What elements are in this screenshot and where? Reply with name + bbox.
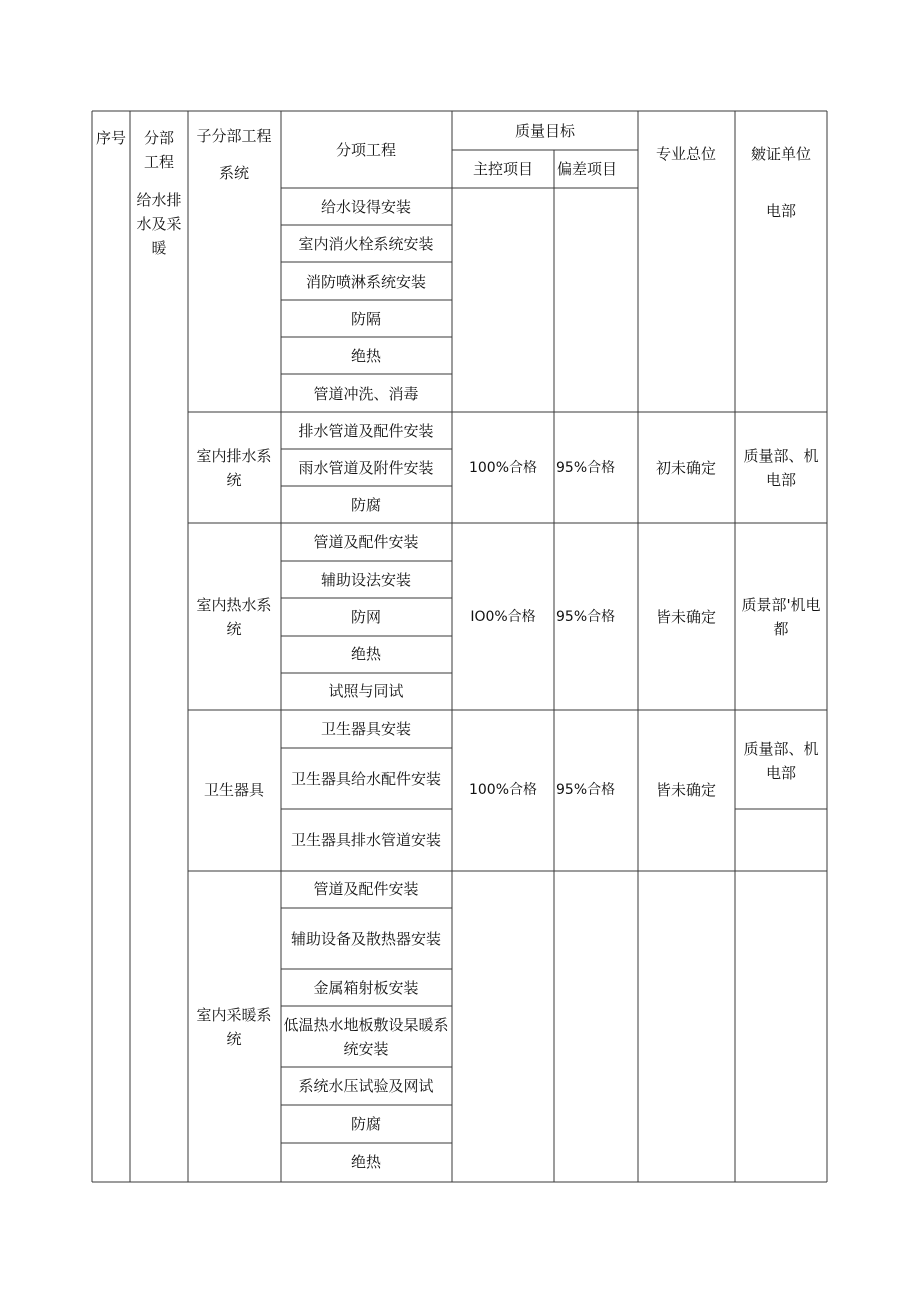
responsible-cell: 初未确定 bbox=[655, 459, 717, 477]
item-cell: 绝热 bbox=[350, 645, 382, 663]
item-cell: 防腐 bbox=[350, 496, 382, 514]
responsible-cell: 皆未确定 bbox=[655, 608, 717, 626]
item-cell: 卫生器具排水管道安装 bbox=[290, 831, 442, 849]
deviation-cell: 95%合格 bbox=[556, 782, 616, 798]
responsible-cell: 皆未确定 bbox=[655, 781, 717, 799]
subdivision-cell: 室内采暖系 统 bbox=[196, 1006, 272, 1048]
item-cell: 雨水管道及附件安装 bbox=[298, 459, 434, 477]
deviation-cell: 95%合格 bbox=[556, 609, 616, 625]
item-cell: 管道冲洗、消毒 bbox=[313, 385, 419, 403]
item-cell: 卫生器具安装 bbox=[320, 720, 412, 738]
item-cell: 低温热水地板敷设杲暖系 统安装 bbox=[283, 1016, 449, 1058]
header-division: 分部 工程 bbox=[143, 129, 175, 171]
item-cell: 给水设得安装 bbox=[320, 198, 412, 216]
main-control-cell: 100%合格 bbox=[468, 460, 538, 476]
verifier-cell: 质量部、机 电部 bbox=[743, 447, 819, 489]
header-quality-target: 质量目标 bbox=[514, 122, 576, 140]
header-main-control: 主控项目 bbox=[472, 160, 534, 178]
main-control-cell: 100%合格 bbox=[468, 782, 538, 798]
header-responsible: 专业总位 bbox=[655, 145, 717, 163]
header-item: 分项工程 bbox=[335, 141, 397, 159]
item-cell: 消防喷淋系统安装 bbox=[305, 273, 427, 291]
item-cell: 绝热 bbox=[350, 1153, 382, 1171]
division-name: 给水排 水及采 暖 bbox=[136, 191, 182, 257]
item-cell: 防隔 bbox=[350, 310, 382, 328]
header-verifier: 皴证单位 bbox=[750, 145, 812, 163]
item-cell: 系统水压试验及网试 bbox=[298, 1077, 434, 1095]
item-cell: 管道及配件安装 bbox=[313, 880, 419, 898]
subdivision-cell: 卫生器具 bbox=[203, 781, 265, 799]
verifier-cell: 质景部'机电 都 bbox=[741, 596, 821, 638]
header-deviation: 偏差项目 bbox=[556, 160, 618, 178]
header-seq: 序号 bbox=[95, 129, 127, 147]
item-cell: 金属箱射板安装 bbox=[313, 979, 419, 997]
header-subdivision: 子分部工程 系统 bbox=[196, 127, 272, 182]
item-cell: 辅助设备及散热器安装 bbox=[290, 930, 442, 948]
item-cell: 管道及配件安装 bbox=[313, 533, 419, 551]
item-cell: 辅助设法安装 bbox=[320, 571, 412, 589]
verifier-cell: 电部 bbox=[765, 202, 797, 220]
item-cell: 防网 bbox=[350, 608, 382, 626]
subdivision-cell: 室内排水系 统 bbox=[196, 447, 272, 489]
deviation-cell: 95%合格 bbox=[556, 460, 616, 476]
item-cell: 卫生器具给水配件安装 bbox=[290, 770, 442, 788]
verifier-cell: 质量部、机 电部 bbox=[743, 740, 819, 782]
item-cell: 绝热 bbox=[350, 347, 382, 365]
subdivision-cell: 室内热水系 统 bbox=[196, 596, 272, 638]
item-cell: 排水管道及配件安装 bbox=[298, 422, 434, 440]
item-cell: 试照与同试 bbox=[328, 682, 404, 700]
main-control-cell: IO0%合格 bbox=[470, 609, 536, 625]
item-cell: 室内消火栓系统安装 bbox=[298, 235, 434, 253]
item-cell: 防腐 bbox=[350, 1115, 382, 1133]
